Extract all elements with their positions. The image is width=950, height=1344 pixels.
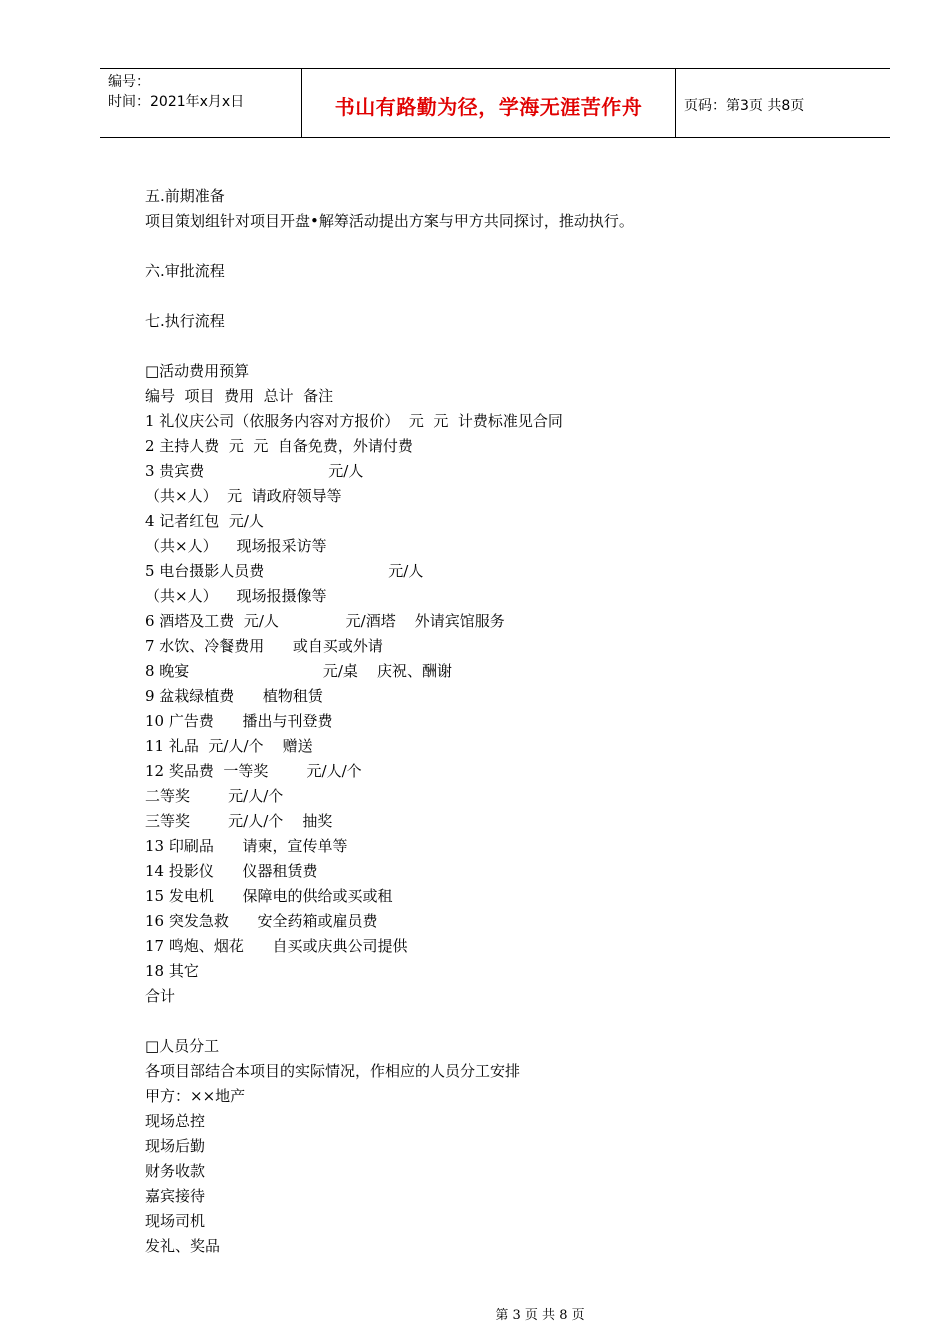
budget-row: 7 水饮、冷餐费用 或自买或外请: [145, 637, 383, 655]
page-header: [100, 68, 890, 138]
staff-role: 发礼、奖品: [145, 1237, 221, 1255]
budget-row: （共×人） 元 请政府领导等: [145, 487, 342, 505]
section-heading: 七.执行流程: [145, 312, 225, 330]
budget-row: 9 盆栽绿植费 植物租赁: [145, 687, 323, 705]
header-page-number: 页码：第3页 共8页: [684, 98, 805, 114]
header-left-cell: [100, 69, 302, 137]
budget-row: 3 贵宾费 元/人: [145, 462, 364, 480]
budget-header-row: 编号 项目 费用 总计 备注: [145, 387, 334, 405]
budget-row: （共×人） 现场报采访等: [145, 537, 327, 555]
budget-row: 13 印刷品 请柬，宣传单等: [145, 837, 348, 855]
body-text: 项目策划组针对项目开盘•解筹活动提出方案与甲方共同探讨，推动执行。: [145, 212, 634, 230]
staff-role: 现场司机: [145, 1212, 206, 1230]
budget-row: 12 奖品费 一等奖 元/人/个: [145, 762, 362, 780]
header-motto-cell: [302, 69, 676, 137]
budget-row: （共×人） 现场报摄像等: [145, 587, 327, 605]
budget-row: 8 晚宴 元/桌 庆祝、酬谢: [145, 662, 452, 680]
budget-row: 三等奖 元/人/个 抽奖: [145, 812, 333, 830]
budget-row: 5 电台摄影人员费 元/人: [145, 562, 424, 580]
section-heading: 五.前期准备: [145, 187, 225, 205]
budget-row: 17 鸣炮、烟花 自买或庆典公司提供: [145, 937, 408, 955]
staff-role: 现场后勤: [145, 1137, 206, 1155]
budget-row: 14 投影仪 仪器租赁费: [145, 862, 318, 880]
header-motto: 书山有路勤为径，学海无涯苦作舟: [334, 95, 643, 119]
staff-role: 嘉宾接待: [145, 1187, 206, 1205]
budget-row: 1 礼仪庆公司（依服务内容对方报价） 元 元 计费标准见合同: [145, 412, 563, 430]
staff-role: 财务收款: [145, 1162, 206, 1180]
section-heading: 六.审批流程: [145, 262, 225, 280]
budget-row: 11 礼品 元/人/个 赠送: [145, 737, 313, 755]
staff-role: 现场总控: [145, 1112, 206, 1130]
document-number-label: 编号：: [108, 74, 150, 90]
header-right-cell: [676, 69, 890, 137]
budget-row: 10 广告费 播出与刊登费: [145, 712, 333, 730]
budget-row: 6 酒塔及工费 元/人 元/酒塔 外请宾馆服务: [145, 612, 505, 630]
page-footer: 第 3 页 共 8 页: [495, 1308, 585, 1323]
body-text: 各项目部结合本项目的实际情况，作相应的人员分工安排: [145, 1062, 521, 1080]
budget-total-row: 合计: [145, 987, 176, 1005]
budget-row: 15 发电机 保障电的供给或买或租: [145, 887, 393, 905]
budget-row: 4 记者红包 元/人: [145, 512, 264, 530]
budget-row: 18 其它: [145, 962, 199, 980]
budget-row: 2 主持人费 元 元 自备免费，外请付费: [145, 437, 413, 455]
budget-row: 16 突发急救 安全药箱或雇员费: [145, 912, 378, 930]
budget-row: 二等奖 元/人/个: [145, 787, 284, 805]
body-text: 甲方：××地产: [145, 1087, 246, 1105]
subsection-heading: □活动费用预算: [145, 362, 250, 380]
subsection-heading: □人员分工: [145, 1037, 220, 1055]
document-date-label: 时间：2021年x月x日: [108, 94, 245, 110]
